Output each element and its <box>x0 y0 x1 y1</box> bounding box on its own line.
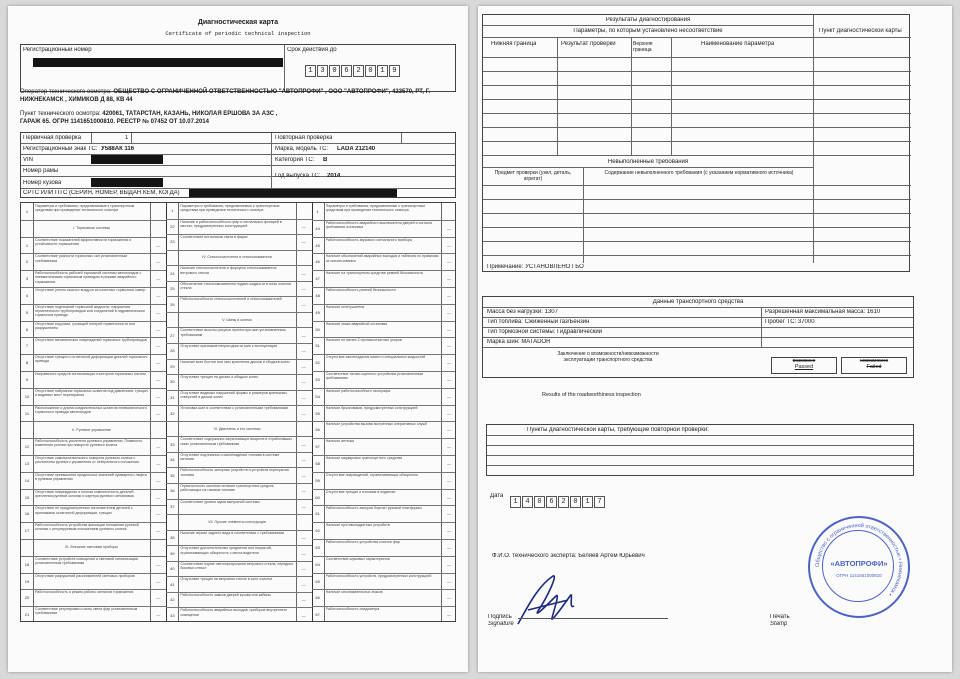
results-table <box>482 14 910 272</box>
grid-row-text: Отсутствие утечек сжатого воздуха из колесных тормозных камер <box>35 288 146 292</box>
grid-row-text: Отсутствие самопроизвольного поворота рулевого колеса с усилителем рулевого управления от нейтрального положения <box>35 456 139 465</box>
grid-row-number: 45 <box>315 242 320 248</box>
frame-label: Номер рамы <box>23 168 59 174</box>
grid-row-status: — <box>301 410 306 416</box>
grid-row-number: 30 <box>170 379 175 385</box>
grid-row-status: — <box>156 460 161 466</box>
grid-row-number: 27 <box>170 332 175 338</box>
grid-row-status: — <box>156 326 161 332</box>
grid-row-number: 48 <box>315 292 320 298</box>
signature-en: Signature <box>488 621 514 627</box>
brand-value: LADA 212140 <box>337 146 376 152</box>
grid-row-status: — <box>447 225 451 231</box>
conclusion-text: Заключение о возможности/невозможности эксплуатации транспортного средства <box>557 351 659 363</box>
grid-row-text: Соответствие разности тормозных сил установленным требованиям <box>35 254 127 263</box>
grid-row-number: 60 <box>315 494 320 500</box>
grid-row-status: — <box>447 511 451 517</box>
grid-row-number: 37 <box>170 503 175 509</box>
grid-row-number: 1 <box>316 208 319 214</box>
grid-row-number: 4 <box>25 292 29 298</box>
grid-row-number: 26 <box>170 301 175 307</box>
grid-row-status: — <box>447 376 451 382</box>
grid-row-text: Работоспособность устройства фиксации положения рулевой колонки с регулируемым положением рулевого колеса <box>35 523 139 532</box>
grid-row-text: Работоспособность замков дверей кузова или кабины <box>180 592 271 597</box>
grid-row-text: Соответствие уровня шума выпускной системы <box>180 499 260 504</box>
grid-row-status: — <box>156 528 161 534</box>
grid-row-number: 21 <box>24 612 30 618</box>
grid-row-number: 11 <box>24 410 30 416</box>
operator-value: ОБЩЕСТВО С ОГРАНИЧЕННОЙ ОТВЕТСТВЕННОСТЬЮ "АВТОПРОФИ" , ООО "АВТОПРОФИ", 423570, РТ, Г. НИЖНЕКАМСК , ХИМИКОВ Д 88, КВ 44 <box>20 89 431 103</box>
grid-row-text: Работоспособность ремней безопасности <box>325 288 396 292</box>
grid-row-text: I. Тормозные системы <box>73 226 111 231</box>
grid-row-text: Отсутствие коррозии, грозящей потерей герметичности или разрушением <box>35 321 136 330</box>
grid-row-text: Отсутствие разрушений рассеивателей световых приборов <box>35 573 135 578</box>
grid-row-number: 17 <box>24 528 30 534</box>
inspection-grid <box>20 202 456 622</box>
grid-row-text: Отсутствие каплепадения масел и специальных жидкостей <box>325 355 426 360</box>
grid-row-number: 57 <box>315 444 320 450</box>
grid-row-status: — <box>447 292 451 298</box>
grid-row-number: 34 <box>170 457 175 463</box>
grid-row-status: — <box>447 343 451 349</box>
grid-row-number: 66 <box>315 595 320 601</box>
grid-row-text: Параметры и требования, предъявляемые к транспортным средствам при проведении технического осмотра <box>325 204 425 213</box>
grid-row-text: Работоспособность устройства очистки фар <box>325 540 400 544</box>
grid-row-number: 3 <box>25 276 29 282</box>
grid-row-status: — <box>156 561 161 567</box>
repeat-check-table <box>486 424 914 476</box>
grid-row-text: VI. Двигатель и его системы <box>213 426 261 431</box>
grid-row-status: — <box>447 242 451 248</box>
grid-row-text: Отсутствие подтеканий тормозной жидкости, нарушения герметичности трубопроводов или соединений в гидравлическом тормозном приводе <box>35 304 145 318</box>
grid-row-text: Работоспособность спидометра <box>325 607 380 612</box>
signature-scribble <box>508 566 588 636</box>
grid-row-status: — <box>447 544 451 550</box>
grid-row-text: Отсутствие набухания тормозных шлангов под давлением, трещин и видимых мест перетирания <box>35 388 148 398</box>
subject-header: Предмет проверки (узел, деталь, агрегат) <box>494 170 572 182</box>
grid-row-number: 36 <box>170 488 175 494</box>
grid-row-status: — <box>301 457 306 463</box>
grid-row-text: Отсутствие трещин и изломов в подвеске <box>325 489 396 494</box>
grid-row-number: 59 <box>315 477 320 483</box>
grid-row-status: — <box>447 595 451 601</box>
grid-row-number: 54 <box>315 393 320 399</box>
grid-row-text: Работоспособность усилителя рулевого управления. Плавность изменения усилия при повороте рулевого колеса <box>35 439 143 448</box>
stamp-ring-text: Общество с ограниченной ответственностью • Нижнекамск • <box>814 522 904 597</box>
grid-row-status: — <box>156 494 161 500</box>
redacted-srts <box>189 189 397 197</box>
grid-row-number: 25 <box>170 286 175 292</box>
grid-row-text: Установка шин в соответствии с установленными требованиями <box>180 406 289 411</box>
grid-row-number: 49 <box>315 309 320 315</box>
grid-row-number: 31 <box>170 394 175 400</box>
card-subtitle: Certificate of periodic technical inspection <box>165 30 311 37</box>
grid-row-number: 41 <box>170 581 175 587</box>
grid-row-number: 50 <box>315 326 320 332</box>
grid-row-status: — <box>447 494 451 500</box>
remark: Примечание: УСТАНОВЛЕНО ГБО <box>487 264 584 270</box>
stamp-ogrn: ОГРН 1141651000810 <box>836 573 882 578</box>
grid-row-number: 6 <box>25 326 29 332</box>
grid-row-number: 32 <box>170 410 175 416</box>
station-value: 420061, ТАТАРСТАН, КАЗАНЬ, НИКОЛАЯ ЕРШОВА ЗА АЗС , ГАРАЖ 65. ОГРН 1141651000810. РЕЕСТР № 07452 ОТ 10.07.2014 <box>20 111 278 125</box>
grid-row-text: Соответствие регулировки и силы света фар установленным требованиям <box>35 607 138 616</box>
grid-row-status: — <box>301 503 306 509</box>
station-label: Пункт технического осмотра: <box>20 111 101 117</box>
grid-row-number: 8 <box>25 360 29 366</box>
grid-row-number: 1 <box>25 242 29 248</box>
unmet-requirements-title: Невыполненные требования <box>607 159 689 165</box>
grid-row-text: Работоспособность запоров бортов грузовой платформы <box>325 506 422 511</box>
params-header: Параметры, по которым установлено несоответствие <box>573 28 723 34</box>
grid-row-number: 10 <box>24 393 30 399</box>
station-point-header: Пункт диагностической карты <box>819 28 902 34</box>
grid-row-status: — <box>156 343 161 349</box>
grid-row-status: — <box>447 427 451 433</box>
grid-row-status: — <box>447 276 451 282</box>
grid-row-text: Наличие аптечки <box>325 439 355 444</box>
grid-row-text: Отсутствие дополнительных предметов или покрытий, ограничивающих обзорность с места водителя <box>180 546 272 555</box>
grid-row-status: — <box>301 534 306 540</box>
grid-row-number: 62 <box>315 528 320 534</box>
grid-row-text: Соответствие норме светопропускания ветрового стекла, передних боковых стекол <box>180 561 294 571</box>
srts-label: СРТС ИЛИ ПТС (СЕРИЯ, НОМЕР, ВЫДАН КЕМ, КОГДА) <box>23 190 180 196</box>
grid-row-status: — <box>301 488 306 494</box>
grid-row-text: Работоспособность аварийного выключателя дверей и сигнала требования остановки <box>325 220 432 230</box>
tire-brand: Марка шин: MATADOR <box>487 339 551 345</box>
grid-row-number: 40 <box>170 566 175 572</box>
grid-row-status: — <box>301 332 306 338</box>
grid-row-number: 65 <box>315 578 320 584</box>
vin-label: VIN <box>23 157 34 163</box>
grid-row-status: — <box>447 444 451 450</box>
redacted-body-number <box>91 178 163 187</box>
grid-row-text: Отсутствие видимых нарушений формы и размеров крепежных отверстий в дисках колес <box>180 390 288 399</box>
grid-row-text: Соответствие высоты рисунка протектора шин установленным требованиям <box>180 328 286 337</box>
grid-row-text: Наличие устройства вызова экстренных оперативных служб <box>325 422 427 427</box>
grid-row-status: — <box>301 441 306 447</box>
stamp-label: Печать <box>770 614 790 620</box>
grid-row-status: — <box>301 363 306 369</box>
vehicle-data-title: Данные транспортного средства <box>652 299 744 305</box>
primary-check-label: Первичная проверка <box>23 135 82 141</box>
grid-row-status: — <box>156 276 161 282</box>
grid-row-status: — <box>301 550 306 556</box>
left-sheet <box>8 6 468 672</box>
redacted-vin <box>91 155 163 164</box>
category-value: В <box>323 157 328 163</box>
grid-row-number: 15 <box>24 494 30 500</box>
stamp-company-name: «АВТОПРОФИ» <box>830 560 888 567</box>
grid-row-number: 18 <box>24 561 30 567</box>
grid-row-text: Соответствие тягово-сцепного устройства установленным требованиям <box>325 372 423 381</box>
reg-sign-label: Регистрационный знак ТС: <box>23 146 98 152</box>
grid-row-text: Герметичность системы питания транспортных средств, работающих на газовом топливе <box>180 484 275 493</box>
expert-name: Ф.И.О. технического эксперта: Беляев Артем Юрьевич <box>492 553 645 559</box>
grid-row-number: 61 <box>315 511 320 517</box>
grid-row-number: 16 <box>24 511 30 517</box>
grid-row-number: 35 <box>170 472 175 478</box>
grid-row-status: — <box>301 581 306 587</box>
company-stamp <box>808 516 910 618</box>
reg-number-label: Регистрационный номер <box>23 47 92 53</box>
brand-label: Марка, модель ТС: <box>275 146 329 152</box>
valid-until-label: Срок действия до <box>287 47 337 53</box>
operator-label: Оператор технического осмотра: <box>20 89 112 95</box>
grid-row-number: 12 <box>24 444 30 450</box>
grid-row-number: 1 <box>171 208 174 214</box>
grid-row-text: Наличие противоподкатных устройств <box>325 523 390 528</box>
grid-row-status: — <box>301 270 306 276</box>
primary-check-mark: 1 <box>125 135 129 141</box>
grid-row-number: 56 <box>315 427 320 433</box>
category-label: Категория ТС: <box>275 157 315 163</box>
date-digits: 1 4 0 6 2 0 1 7 <box>510 490 606 508</box>
brake-type: Тип тормозной системы: Гидравлический <box>487 329 603 335</box>
grid-row-number: 39 <box>170 550 175 556</box>
grid-row-status: — <box>301 394 306 400</box>
grid-row-text: Наличие маркировки транспортного средства <box>325 456 403 460</box>
grid-row-status: — <box>301 566 306 572</box>
grid-row-status: — <box>447 360 451 366</box>
grid-row-status: — <box>447 309 451 315</box>
grid-row-number: 33 <box>170 441 175 447</box>
grid-row-text: Параметры и требования, предъявляемые к транспортным средствам при проведении технического осмотра <box>180 204 280 213</box>
grid-row-text: Наличие опознавательных знаков <box>325 590 383 595</box>
right-sheet <box>478 6 952 672</box>
grid-row-status: — <box>156 242 161 248</box>
grid-row-number: 47 <box>315 276 320 282</box>
grid-row-text: Соответствие устройств освещения и световой сигнализации установленным требованиям <box>35 556 138 566</box>
grid-row-text: II. Рулевое управление <box>72 427 112 432</box>
grid-row-text: Наличие огнетушителя <box>325 304 365 309</box>
grid-row-status: — <box>156 376 161 382</box>
grid-row-status: — <box>156 410 161 416</box>
results-title: Результаты диагностирования <box>605 17 691 23</box>
grid-row-status: — <box>301 612 306 618</box>
grid-row-text: III. Внешние световые приборы <box>65 545 118 550</box>
grid-row-text: Отсутствие превышения предельных значений суммарного люфта в рулевом управлении <box>35 472 147 482</box>
mass-empty: Масса без нагрузки: 1307 <box>487 309 558 315</box>
grid-row-text: Наличие брызговиков, предусмотренных конструкцией <box>325 405 418 410</box>
vehicle-info-table <box>20 132 456 198</box>
grid-row-text: Наличие всех болтов или гаек крепления дисков и ободьев колес <box>180 359 291 364</box>
grid-row-text: Наличие знака аварийной остановки <box>325 321 388 326</box>
operator-block <box>20 88 456 104</box>
failed-box <box>841 357 907 374</box>
grid-row-status: — <box>156 259 161 265</box>
grid-row-status: — <box>447 326 451 332</box>
grid-row-text: Расположение и длина соединительных шлангов пневматического тормозного привода автопоездов <box>35 405 147 414</box>
grid-row-number: 23 <box>170 239 175 245</box>
grid-row-number: 28 <box>170 348 175 354</box>
results-en: Results of the roadworthiness inspection <box>542 392 641 398</box>
grid-row-number: 52 <box>315 360 320 366</box>
col-param-name: Наименование параметра <box>701 41 775 47</box>
grid-row-text: Наличие и работоспособность фар и сигнальных фонарей в местах, предусмотренных конструкцией <box>180 219 282 228</box>
grid-row-text: Отсутствие трещин на ветровом стекле в зоне очистки <box>180 577 273 582</box>
grid-row-text: Наличие работоспособного тахографа <box>325 388 391 393</box>
grid-row-status: — <box>301 286 306 292</box>
grid-row-status: — <box>156 393 161 399</box>
grid-row-status: — <box>447 393 451 399</box>
grid-row-status: — <box>156 595 161 601</box>
grid-row-number: 46 <box>315 259 320 265</box>
header-block <box>20 44 456 92</box>
grid-row-text: Отсутствие повреждения и полная комплектность деталей крепления рулевой колонки и картера рулевого механизма <box>35 489 134 498</box>
card-title: Диагностическая карта <box>197 19 279 26</box>
col-lower-bound: Нижняя граница <box>491 41 537 47</box>
grid-row-number: 38 <box>170 534 175 540</box>
grid-row-status: — <box>447 578 451 584</box>
fuel-type: Тип топлива: Сжиженный газ/Бензин <box>487 319 590 325</box>
grid-row-number: 14 <box>24 477 30 483</box>
grid-row-status: — <box>301 379 306 385</box>
grid-row-status: — <box>301 597 306 603</box>
date-label: Дата <box>490 493 504 499</box>
grid-row-number: 42 <box>170 597 175 603</box>
grid-row-number: 58 <box>315 460 320 466</box>
grid-row-status: — <box>301 472 306 478</box>
grid-row-number: 19 <box>24 578 30 584</box>
grid-row-status: — <box>447 410 451 416</box>
grid-row-text: Работоспособность и режим работы сигналов торможения <box>35 590 134 595</box>
grid-row-text: Наличие зеркал заднего вида в соответствии с требованиями <box>180 530 284 535</box>
grid-row-number: 63 <box>315 544 320 550</box>
year-label: Год выпуска ТС: <box>275 173 321 179</box>
grid-row-text: Работоспособность стеклоочистителей и стеклоомывателей <box>180 297 282 302</box>
grid-row-status: — <box>301 301 306 307</box>
grid-row-status: — <box>156 309 161 315</box>
grid-row-number: 43 <box>170 612 175 618</box>
possible-label: возможно <box>792 358 816 364</box>
redacted-reg-number <box>33 58 283 67</box>
grid-row-text: Отсутствие механических повреждений тормозных трубопроводов <box>35 338 147 343</box>
grid-row-text: Наличие стеклоочистителя и форсунок стеклоомывателя ветрового стекла <box>180 266 277 275</box>
grid-row-text: V. Шины и колеса <box>222 317 252 322</box>
grid-row-text: Обеспечение стеклоомывателем подачи жидкости в зоны очистки стекла <box>180 281 291 291</box>
grid-row-status: — <box>156 612 161 618</box>
grid-row-text: Наличие обозначений аварийных выходов и табличек по правилам их использования <box>325 254 439 263</box>
grid-row-number: 22 <box>170 223 175 229</box>
grid-row-text: Отсутствие подтекания и каплепадения топлива в системе питания <box>180 452 280 462</box>
grid-row-status: — <box>447 477 451 483</box>
grid-row-status: — <box>156 360 161 366</box>
grid-row-text: Наличие не менее 2 противооткатных упоров <box>325 338 402 343</box>
grid-row-status: — <box>301 223 306 229</box>
grid-row-text: Работоспособность аварийных выходов, приборов внутреннего освещения <box>180 608 287 617</box>
col-check-result: Результат проверки <box>561 41 616 47</box>
grid-row-number: 51 <box>315 343 320 349</box>
grid-row-text: Работоспособность устройств, предусмотренных конструкцией <box>325 573 432 578</box>
stamp-en: Stamp <box>770 621 788 627</box>
grid-row-text: Отсутствие не предусмотренных изготовителем деталей с признаками остаточной деформации, трещин <box>35 506 133 515</box>
grid-row-text: Отсутствие повреждений, ограничивающих обзорность <box>325 472 419 477</box>
grid-row-number: 29 <box>170 363 175 369</box>
station-block <box>20 110 282 126</box>
grid-row-number: 2 <box>25 259 29 265</box>
grid-row-number: 9 <box>25 376 29 382</box>
grid-row-status: — <box>156 292 161 298</box>
grid-row-status: — <box>156 477 161 483</box>
grid-row-status: — <box>447 528 451 534</box>
grid-row-number: 1 <box>25 208 29 214</box>
grid-row-number: 67 <box>315 612 320 618</box>
grid-row-number: 53 <box>315 376 320 382</box>
grid-row-number: 24 <box>170 270 175 276</box>
grid-row-text: Работоспособность запорных устройств и устройств перекрытия топлива <box>180 468 289 477</box>
grid-row-text: VII. Прочие элементы конструкции <box>208 519 266 524</box>
year-value: 2014 <box>327 173 341 179</box>
body-label: Номер кузова <box>23 180 62 186</box>
valid-until-digits: 1 3 0 6 2 0 1 9 <box>305 59 401 77</box>
impossible-label: невозможно <box>859 358 889 364</box>
repeat-points-label: Пункты диагностической карты, требующие повторной проверки: <box>527 427 709 433</box>
grid-row-status: — <box>447 259 451 265</box>
grid-row-status: — <box>447 561 451 567</box>
grid-row-text: Параметры и требования, предъявляемые к транспортным средствам при проведении технического осмотра <box>35 204 135 213</box>
grid-row-number: 13 <box>24 460 30 466</box>
grid-row-number: 5 <box>25 309 29 315</box>
grid-row-number: 7 <box>25 343 29 349</box>
signature-label: Подпись <box>488 614 512 620</box>
grid-row-status: — <box>447 460 451 466</box>
mileage: Пробег ТС: 37000 <box>765 319 815 325</box>
grid-row-status: — <box>156 444 161 450</box>
repeat-check-label: Повторная проверка <box>275 135 333 141</box>
grid-row-text: Отсутствие трещин на дисках и ободьях колес <box>180 375 259 380</box>
grid-row-text: Работоспособность рабочей тормозной системы автопоездов с пневматическим тормозным приводом в режиме аварийного торможения <box>35 271 142 284</box>
mass-max: Разрешенная максимальная масса: 1610 <box>765 309 881 315</box>
grid-row-text: Отсутствие трещин и остаточной деформации деталей тормозного привода <box>35 355 148 364</box>
vehicle-data-table <box>482 296 914 378</box>
grid-row-text: Работоспособность звукового сигнального прибора <box>325 237 412 242</box>
grid-row-status: — <box>301 239 306 245</box>
grid-row-status: — <box>447 612 451 618</box>
grid-row-text: Исправность средств сигнализации и контроля тормозных систем <box>35 372 146 376</box>
grid-row-number: 55 <box>315 410 320 416</box>
grid-row-text: Наличие на транспортном средстве ремней безопасности <box>325 271 423 276</box>
grid-row-text: Соответствие шумовых характеристик <box>325 556 390 561</box>
grid-row-text: Отсутствие признаков непригодности шин к эксплуатации <box>180 344 278 348</box>
grid-row-status: — <box>156 511 161 517</box>
col-upper-bound: Верхняя граница <box>633 41 653 53</box>
passed-label: Passed <box>794 364 814 370</box>
grid-row-text: IV. Стеклоочистители и стеклоомыватели <box>202 255 272 260</box>
failed-label: Failed <box>866 364 882 370</box>
grid-row-number: 20 <box>24 595 30 601</box>
grid-row-status: — <box>301 348 306 354</box>
grid-row-status: — <box>156 578 161 584</box>
passed-box <box>771 357 837 374</box>
grid-row-text: Соответствие источников света в фарах <box>180 235 248 240</box>
content-header: Содержание невыполненного требования (с указанием нормативного источника) <box>604 170 794 176</box>
grid-row-text: Соответствие содержания загрязняющих веществ в отработавших газах установленным требованиям <box>180 437 293 446</box>
reg-sign-value: У588АК 116 <box>101 146 135 152</box>
grid-row-number: 44 <box>315 225 320 231</box>
grid-row-text: Соответствие показателей эффективности торможения и устойчивости торможения <box>35 237 132 246</box>
grid-row-number: 64 <box>315 561 320 567</box>
